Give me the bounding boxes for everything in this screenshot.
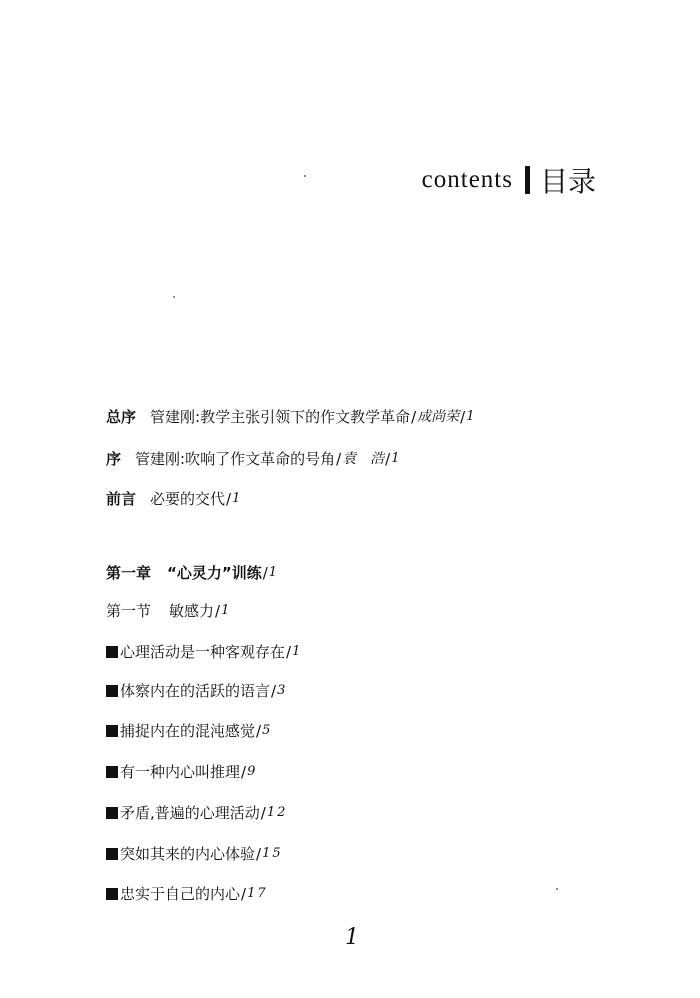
toc-entry-label: 前言: [106, 490, 137, 508]
toc-entry-title: 心理活动是一种客观存在: [120, 643, 286, 661]
toc-entry-subsection[interactable]: 突如其来的内心体验 / 15: [106, 841, 283, 867]
toc-entry-title: 捕捉内在的混沌感觉: [120, 722, 256, 740]
toc-entry-title: 必要的交代: [150, 490, 226, 508]
toc-entry-label: 总序: [106, 408, 137, 426]
toc-entry-label: 第一章: [106, 564, 152, 582]
square-bullet-icon: [106, 646, 118, 658]
toc-entry-subsection[interactable]: 心理活动是一种客观存在 / 1: [106, 639, 302, 665]
toc-entry-title: 敏感力: [169, 602, 215, 620]
toc-entry-author: 成尚荣: [417, 409, 460, 425]
toc-entry-page: 1: [232, 491, 243, 506]
toc-entry-page: 5: [262, 723, 273, 738]
toc-entry-label: 序: [106, 450, 122, 468]
square-bullet-icon: [106, 888, 118, 900]
toc-entry-title: 管建刚:吹响了作文革命的号角: [135, 450, 336, 468]
toc-entry-title: 忠实于自己的内心: [120, 885, 241, 903]
square-bullet-icon: [106, 766, 118, 778]
toc-entry-title: 矛盾,普遍的心理活动: [120, 804, 260, 822]
heading-divider-bar: [525, 166, 530, 194]
toc-entry-page: 17: [247, 886, 268, 901]
toc-entry-page: 9: [247, 764, 258, 779]
square-bullet-icon: [106, 807, 118, 819]
contents-heading-english: contents: [421, 166, 513, 193]
toc-entry-author: 袁 浩: [342, 451, 385, 467]
toc-entry-subsection[interactable]: 忠实于自己的内心 / 17: [106, 881, 268, 907]
square-bullet-icon: [106, 725, 118, 737]
contents-heading-chinese: 目录: [539, 165, 596, 198]
toc-entry-label: 第一节: [106, 602, 152, 620]
toc-entry-page: 3: [277, 683, 288, 698]
toc-entry-title: 有一种内心叫推理: [120, 763, 241, 781]
toc-entry-title: 体察内在的活跃的语言: [120, 682, 271, 700]
scan-speck: [173, 296, 175, 298]
toc-entry-subsection[interactable]: 有一种内心叫推理 / 9: [106, 759, 257, 785]
toc-entry-title: “心灵力”训练: [167, 564, 262, 582]
toc-entry-subsection[interactable]: 体察内在的活跃的语言 / 3: [106, 678, 287, 704]
toc-entry-page: 1: [466, 409, 477, 424]
page-number: 1: [345, 925, 359, 950]
toc-entry-page: 1: [268, 565, 280, 580]
toc-entry-section-1[interactable]: 第一节 敏感力 / 1: [106, 598, 231, 624]
toc-entry-chapter-1[interactable]: 第一章 “心灵力”训练 / 1: [106, 560, 279, 586]
square-bullet-icon: [106, 685, 118, 697]
toc-entry-preface[interactable]: 序 管建刚:吹响了作文革命的号角 / 袁 浩 / 1: [106, 446, 401, 472]
toc-entry-subsection[interactable]: 捕捉内在的混沌感觉 / 5: [106, 718, 272, 744]
toc-entry-page: 1: [391, 451, 402, 466]
square-bullet-icon: [106, 848, 118, 860]
toc-entry-foreword[interactable]: 前言 必要的交代 / 1: [106, 486, 242, 512]
toc-entry-title: 管建刚:教学主张引领下的作文教学革命: [150, 408, 411, 426]
toc-entry-page: 15: [262, 846, 283, 861]
toc-entry-page: 12: [266, 805, 288, 820]
toc-entry-page: 1: [221, 603, 232, 618]
toc-entry-title: 突如其来的内心体验: [120, 845, 256, 863]
toc-entry-subsection[interactable]: 矛盾,普遍的心理活动 / 12: [106, 800, 287, 826]
page-header: [422, 160, 596, 200]
scan-speck: [556, 888, 558, 890]
toc-entry-page: 1: [292, 644, 303, 659]
toc-entry-general-preface[interactable]: 总序 管建刚:教学主张引领下的作文教学革命 / 成尚荣 / 1: [106, 404, 476, 430]
scan-speck: [304, 175, 306, 177]
